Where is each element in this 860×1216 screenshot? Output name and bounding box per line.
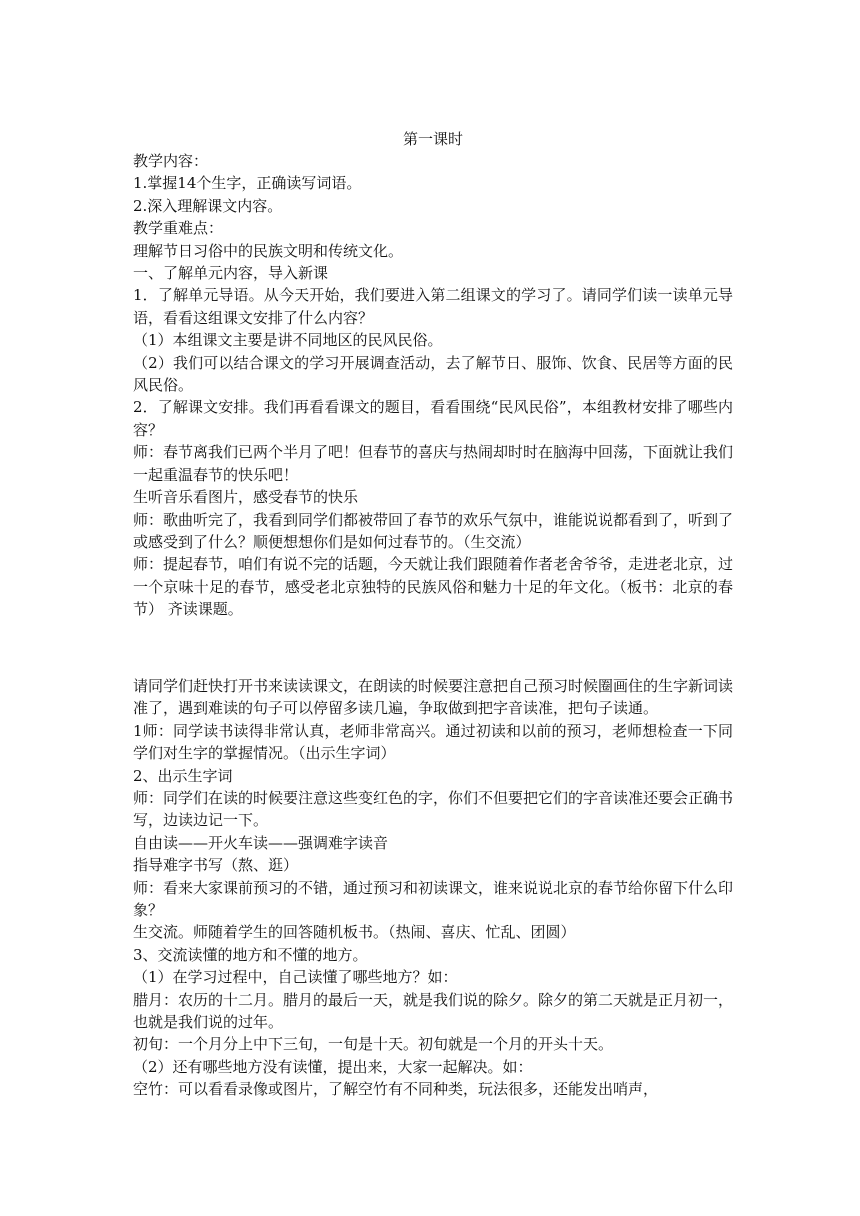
text-paragraph: 2.深入理解课文内容。 (133, 196, 283, 215)
lesson-text (133, 150, 733, 1101)
text-paragraph: （1）本组课文主要是讲不同地区的民风民俗。 (133, 331, 443, 350)
text-paragraph: 请同学们赶快打开书来读读课文，在朗读的时候要注意把自己预习时候圈画住的生字新词读准了，遇到难读的句子可以停留多读几遍，争取做到把字音读准，把句子读通。 (133, 676, 734, 718)
text-paragraph: 师：歌曲听完了，我看到同学们都被带回了春节的欢乐气氛中，谁能说说都看到了，听到了或感受到了什么？顺便想想你们是如何过春节的。（生交流） (133, 510, 734, 551)
blank-line (133, 637, 733, 659)
text-paragraph: 1师：同学读书读得非常认真，老师非常高兴。通过初读和以前的预习，老师想检查一下同学们对生字的掌握情况。（出示生字词） (133, 721, 733, 763)
text-paragraph: 3、交流读懂的地方和不懂的地方。 (133, 945, 368, 964)
text-paragraph: 生听音乐看图片，感受春节的快乐 (133, 488, 359, 507)
text-paragraph: 空竹：可以看看录像或图片，了解空竹有不同种类，玩法很多，还能发出哨声， (133, 1080, 659, 1099)
text-paragraph: （2）还有哪些地方没有读懂，提出来，大家一起解决。如： (133, 1057, 533, 1076)
text-paragraph: 师：提起春节，咱们有说不完的话题，今天就让我们跟随着作者老舍爷爷，走进老北京，过一个京味十足的春节，感受老北京独特的民族风俗和魅力十足的年文化。（板书：北京的春节） 齐读课题。 (133, 555, 734, 619)
text-paragraph: 师：同学们在读的时候要注意这些变红色的字，你们不但要把它们的字音读准还要会正确书写，边读边记一下。 (133, 788, 734, 830)
document-body (133, 128, 733, 1101)
text-paragraph: 腊月：农历的十二月。腊月的最后一天，就是我们说的除夕。除夕的第二天就是正月初一，也就是我们说的过年。 (133, 990, 734, 1032)
text-paragraph: 1．了解单元导语。从今天开始，我们要进入第二组课文的学习了。请同学们读一读单元导语，看看这组课文安排了什么内容？ (133, 286, 733, 327)
lesson-title: 第一课时 (402, 130, 463, 148)
text-paragraph: 理解节日习俗中的民族文明和传统文化。 (133, 241, 404, 260)
text-paragraph: 生交流。师随着学生的回答随机板书。（热闹、喜庆、忙乱、团圆） (133, 923, 576, 942)
text-paragraph: （1）在学习过程中，自己读懂了哪些地方？如： (133, 968, 458, 987)
text-paragraph: 师：春节离我们已两个半月了吧！但春节的喜庆与热闹却时时在脑海中回荡，下面就让我们一起重温春节的快乐吧！ (133, 443, 734, 484)
text-paragraph: 1.掌握14个生字，正确读写词语。 (133, 174, 362, 193)
text-paragraph: 2、出示生字词 (133, 766, 233, 785)
text-paragraph: 2．了解课文安排。我们再看看课文的题目，看看围绕“民风民俗”，本组教材安排了哪些内容？ (133, 398, 733, 439)
text-paragraph: 教学内容： (133, 152, 209, 170)
text-paragraph: 自由读——开火车读——强调难字读音 (133, 833, 389, 852)
text-paragraph: （2）我们可以结合课文的学习开展调查活动，去了解节日、服饰、饮食、民居等方面的民风民俗。 (133, 353, 733, 395)
text-paragraph: 一、了解单元内容，导入新课 (133, 264, 329, 283)
text-paragraph: 指导难字书写（熬、逛） (133, 856, 299, 875)
text-paragraph: 初旬：一个月分上中下三旬，一旬是十天。初旬就是一个月的开头十天。 (133, 1035, 614, 1054)
text-paragraph: 教学重难点： (133, 219, 224, 238)
text-paragraph: 师：看来大家课前预习的不错，通过预习和初读课文，谁来说说北京的春节给你留下什么印象？ (133, 878, 734, 919)
